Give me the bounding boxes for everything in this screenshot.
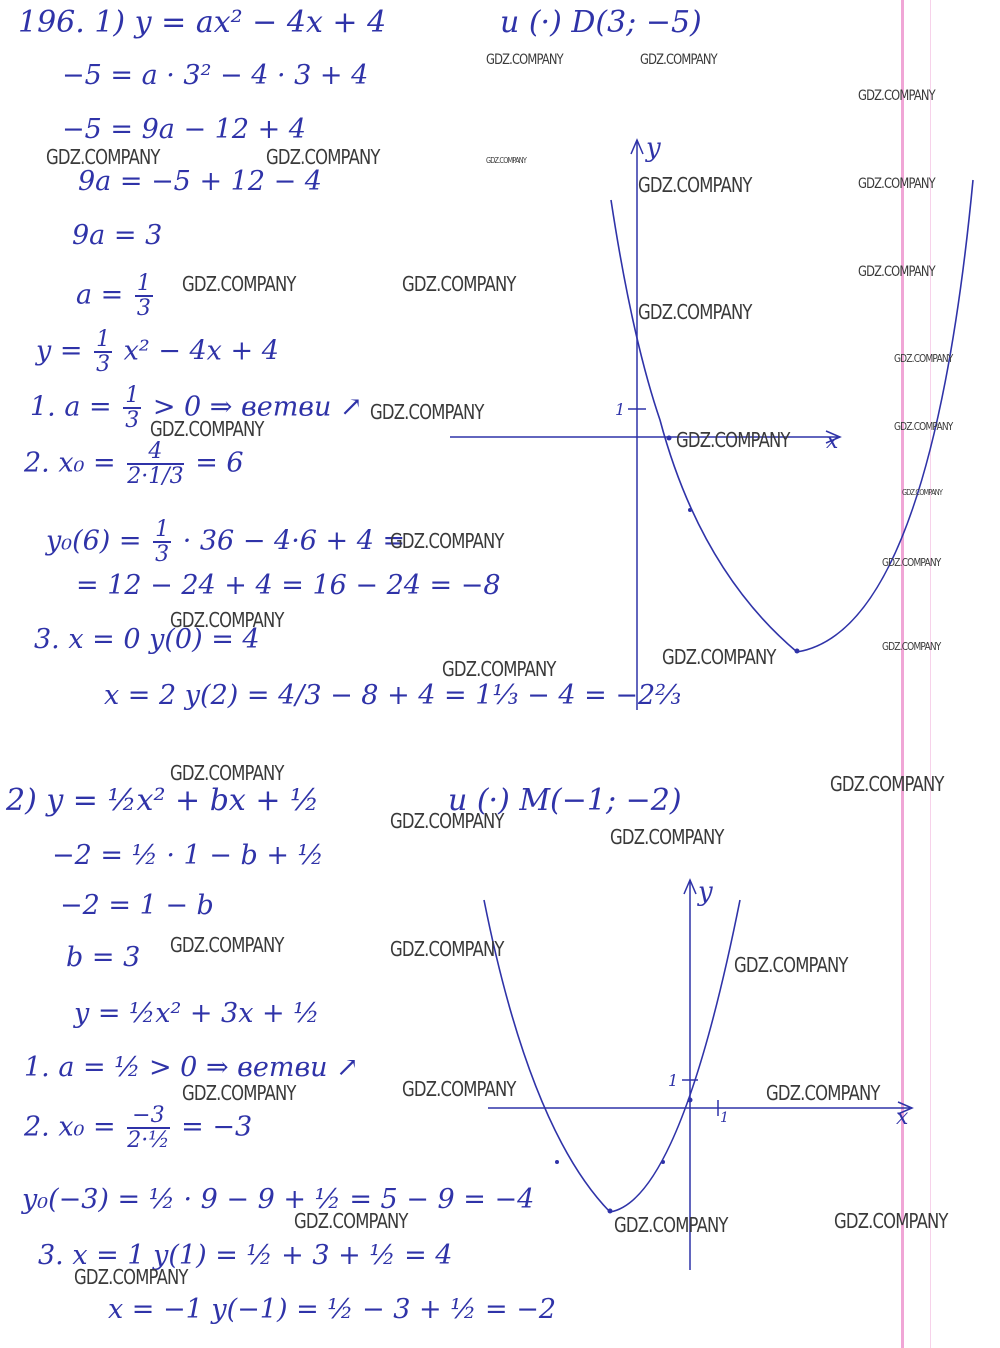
watermark: GDZ.COMPANY: [638, 173, 752, 197]
graph2-y-label: y: [698, 877, 713, 907]
watermark: GDZ.COMPANY: [402, 272, 516, 296]
p1-y0: y₀(6) = $\frac{1}{3}$ · 36 − 4·6 + 4 =: [46, 517, 406, 568]
watermark: GDZ.COMPANY: [294, 1209, 408, 1233]
problem2-header: 2) y = ½x² + bx + ½: [6, 783, 320, 818]
watermark: GDZ.COMPANY: [170, 933, 284, 957]
p2-function: y = ½x² + 3x + ½: [74, 998, 320, 1029]
p1-y0-line2: = 12 − 24 + 4 = 16 − 24 = −8: [76, 570, 501, 601]
watermark: GDZ.COMPANY: [486, 156, 527, 165]
watermark: GDZ.COMPANY: [74, 1265, 188, 1289]
p2-step1: 1. a = ½ > 0 ⇒ ветви ↗: [24, 1052, 359, 1083]
watermark: GDZ.COMPANY: [150, 417, 264, 441]
p1-y0-fraction: $\frac{1}{3}$: [155, 517, 170, 568]
p1-line-1: −5 = a · 3² − 4 · 3 + 4: [62, 60, 369, 91]
graph2-point-3: [661, 1160, 665, 1164]
watermark: GDZ.COMPANY: [902, 488, 943, 497]
p1-step3a: 3. x = 0 y(0) = 4: [34, 624, 260, 655]
watermark: GDZ.COMPANY: [640, 52, 717, 68]
p1-step3b: x = 2 y(2) = 4/3 − 8 + 4 = 1⅓ − 4 = −2⅔: [104, 680, 682, 711]
watermark: GDZ.COMPANY: [676, 428, 790, 452]
watermark: GDZ.COMPANY: [734, 953, 848, 977]
watermark: GDZ.COMPANY: [882, 556, 941, 569]
graph2-tick-x-label: 1: [720, 1110, 729, 1126]
p2-line-2: −2 = 1 − b: [60, 890, 214, 921]
graph1-y-label: y: [646, 133, 661, 163]
p2-y0: y₀(−3) = ½ · 9 − 9 + ½ = 5 − 9 = −4: [22, 1184, 535, 1215]
p1-step2: 2. x₀ = $\frac{4}{2\cdot 1/3}$ = 6: [24, 439, 244, 490]
watermark: GDZ.COMPANY: [882, 640, 941, 653]
watermark: GDZ.COMPANY: [638, 300, 752, 324]
p1-a-fraction: $\frac{1}{3}$: [136, 271, 151, 322]
watermark: GDZ.COMPANY: [370, 400, 484, 424]
graph2-point: [688, 1098, 693, 1103]
problem2-point: и (·) M(−1; −2): [448, 783, 682, 818]
watermark: GDZ.COMPANY: [662, 645, 776, 669]
p1-function-fraction: $\frac{1}{3}$: [96, 327, 111, 378]
watermark: GDZ.COMPANY: [858, 264, 935, 280]
watermark: GDZ.COMPANY: [170, 608, 284, 632]
watermark: GDZ.COMPANY: [894, 420, 953, 433]
graph1-parabola: [611, 180, 973, 652]
p1-a-label: a =: [76, 279, 124, 311]
watermark: GDZ.COMPANY: [834, 1209, 948, 1233]
p2-step3b: x = −1 y(−1) = ½ − 3 + ½ = −2: [108, 1294, 556, 1325]
watermark: GDZ.COMPANY: [858, 176, 935, 192]
graph2-x-label: x: [896, 1105, 909, 1130]
graph2-point-2: [555, 1160, 559, 1164]
watermark: GDZ.COMPANY: [170, 761, 284, 785]
p2-step3a: 3. x = 1 y(1) = ½ + 3 + ½ = 4: [38, 1240, 453, 1271]
watermark: GDZ.COMPANY: [614, 1213, 728, 1237]
p1-step2-fraction: $\frac{4}{2\cdot 1/3}$: [127, 439, 184, 490]
p1-step1: 1. a = $\frac{1}{3}$ > 0 ⇒ ветви ↗: [30, 383, 363, 434]
watermark: GDZ.COMPANY: [830, 772, 944, 796]
p2-step2-fraction: $\frac{-3}{\text{2·½}}$: [127, 1103, 170, 1154]
watermark: GDZ.COMPANY: [182, 1081, 296, 1105]
graph2-vertex: [608, 1209, 613, 1214]
watermark: GDZ.COMPANY: [486, 52, 563, 68]
p1-line-2: −5 = 9a − 12 + 4: [62, 114, 306, 145]
watermark: GDZ.COMPANY: [766, 1081, 880, 1105]
p1-line-4: 9a = 3: [72, 220, 163, 251]
watermark: GDZ.COMPANY: [46, 145, 160, 169]
p2-line-3: b = 3: [66, 942, 141, 973]
p1-line-3: 9a = −5 + 12 − 4: [78, 166, 322, 197]
graph1-point: [667, 436, 672, 441]
watermark: GDZ.COMPANY: [390, 809, 504, 833]
graph1-point-2: [688, 508, 692, 512]
graph2-parabola: [484, 900, 740, 1212]
graph1-vertex: [795, 649, 800, 654]
p1-function: y = $\frac{1}{3}$ x² − 4x + 4: [36, 327, 279, 378]
watermark: GDZ.COMPANY: [894, 352, 953, 365]
problem1-point: и (·) D(3; −5): [500, 5, 702, 40]
watermark: GDZ.COMPANY: [610, 825, 724, 849]
p2-step2: 2. x₀ = $\frac{-3}{\text{2·½}}$ = −3: [24, 1103, 253, 1154]
graph1-x-label: x: [826, 429, 839, 454]
watermark: GDZ.COMPANY: [442, 657, 556, 681]
graph1-tick-label: 1: [615, 400, 626, 419]
p1-step1-fraction: $\frac{1}{3}$: [125, 383, 140, 434]
watermark: GDZ.COMPANY: [182, 272, 296, 296]
watermark: GDZ.COMPANY: [390, 937, 504, 961]
watermark: GDZ.COMPANY: [858, 88, 935, 104]
watermark: GDZ.COMPANY: [402, 1077, 516, 1101]
p2-line-1: −2 = ½ · 1 − b + ½: [52, 840, 324, 871]
watermark: GDZ.COMPANY: [266, 145, 380, 169]
graph2-tick-y-label: 1: [668, 1071, 679, 1090]
problem1-header: 196. 1) y = ax² − 4x + 4: [18, 5, 387, 40]
watermark: GDZ.COMPANY: [390, 529, 504, 553]
